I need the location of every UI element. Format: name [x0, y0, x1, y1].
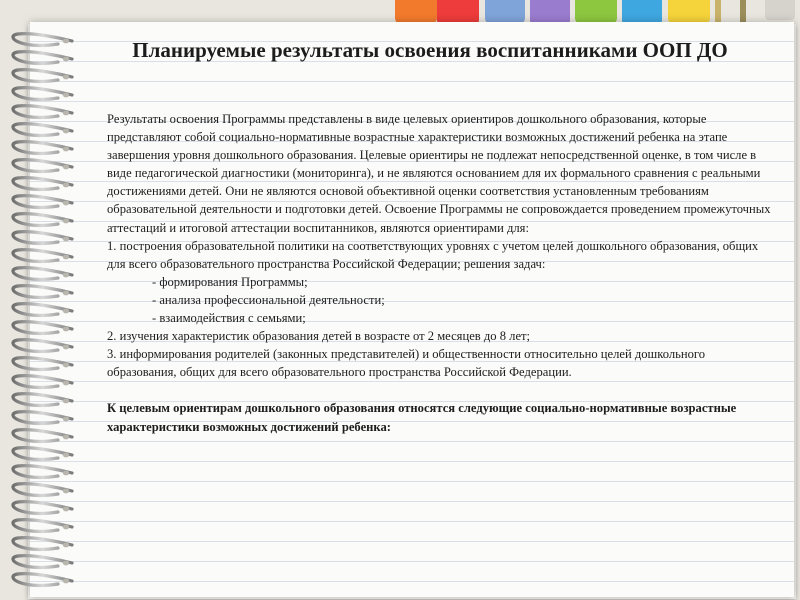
binding-hole [63, 345, 69, 350]
spiral-ring [13, 502, 72, 514]
binding-hole [63, 57, 69, 62]
spiral-ring [13, 70, 72, 82]
binding-hole [63, 543, 69, 548]
page-title: Планируемые результаты освоения воспитанниками ООП ДО [132, 38, 728, 62]
list-item-2: 2. изучения характеристик образования детей в возрасте от 2 месяцев до 8 лет; [107, 329, 531, 344]
binding-hole [63, 255, 69, 260]
binding-hole [63, 273, 69, 278]
spiral-ring [13, 268, 72, 280]
spiral-binding-icon [0, 30, 80, 600]
spiral-ring [13, 304, 72, 316]
binding-hole [63, 453, 69, 458]
list-item-1: 1. построения образовательной политики на соответствующих уровнях с учетом целей дошкольного образования, общих для всего образовательного пространства Российской Федерации; решения задач: [107, 238, 759, 271]
conclusion-paragraph: К целевым ориентирам дошкольного образования относятся следующие социально-нормативные возрастные характеристики возможных достижений ребенка: [107, 401, 737, 434]
spiral-ring [13, 124, 72, 136]
binding-hole [63, 363, 69, 368]
binding-hole [63, 327, 69, 332]
subitem-analysis: - анализа профессиональной деятельности; [152, 292, 385, 307]
spiral-ring [13, 448, 72, 460]
spiral-ring [13, 160, 72, 172]
spiral-ring [13, 520, 72, 532]
binding-hole [63, 525, 69, 530]
spiral-ring [13, 322, 72, 334]
spacer [107, 381, 777, 399]
binding-hole [63, 489, 69, 494]
binding-hole [63, 183, 69, 188]
slide-body [107, 110, 777, 436]
spiral-ring [13, 412, 72, 424]
binding-hole [63, 309, 69, 314]
binding-hole [63, 111, 69, 116]
spiral-ring [13, 466, 72, 478]
spiral-ring [13, 52, 72, 64]
binding-hole [63, 39, 69, 44]
binding-hole [63, 93, 69, 98]
spiral-ring [13, 106, 72, 118]
spiral-ring [13, 88, 72, 100]
spiral-ring [13, 358, 72, 370]
spiral-ring [13, 250, 72, 262]
spiral-ring [13, 484, 72, 496]
binding-hole [63, 219, 69, 224]
subitem-families: - взаимодействия с семьями; [152, 311, 306, 326]
spiral-ring [13, 196, 72, 208]
spiral-ring [13, 232, 72, 244]
spiral-ring [13, 34, 72, 46]
binding-hole [63, 291, 69, 296]
binding-hole [63, 399, 69, 404]
spiral-ring [13, 286, 72, 298]
spiral-ring [13, 556, 72, 568]
binding-hole [63, 129, 69, 134]
spiral-ring [13, 376, 72, 388]
spiral-ring [13, 394, 72, 406]
binding-hole [63, 435, 69, 440]
subitem-formation: - формирования Программы; [152, 274, 308, 289]
spiral-ring [13, 178, 72, 190]
spiral-ring [13, 538, 72, 550]
spiral-ring [13, 430, 72, 442]
list-item-3: 3. информирования родителей (законных представителей) и общественности относительно целей дошкольного образования, общих для всего образовательного пространства Российской Федерации. [107, 347, 706, 380]
intro-paragraph: Результаты освоения Программы представлены в виде целевых ориентиров дошкольного образования, которые представляют собой социально-нормативные возрастные характеристики возможных достижений ребенка на этапе завершения уровня дошкольного образования. Целевые ориентиры не подлежат непосредственной оценке, в том числе в виде педагогической диагностики (мониторинга), и не являются основанием для их формального сравнения с реальными достижениями детей. Они не являются основой объективной оценки соответствия установленным требованиям образовательной деятельности и подготовки детей. Освоение Программы не сопровождается проведением промежуточных аттестаций и итоговой аттестации воспитанников, являются ориентирами для: [107, 112, 771, 235]
spiral-ring [13, 214, 72, 226]
spiral-ring [13, 340, 72, 352]
binding-hole [63, 417, 69, 422]
spiral-ring [13, 142, 72, 154]
binding-hole [63, 471, 69, 476]
binding-hole [63, 561, 69, 566]
binding-hole [63, 165, 69, 170]
binding-hole [63, 381, 69, 386]
binding-hole [63, 201, 69, 206]
binding-hole [63, 147, 69, 152]
binding-hole [63, 507, 69, 512]
binding-hole [63, 237, 69, 242]
binding-hole [63, 579, 69, 584]
spiral-ring [13, 574, 72, 586]
binding-hole [63, 75, 69, 80]
